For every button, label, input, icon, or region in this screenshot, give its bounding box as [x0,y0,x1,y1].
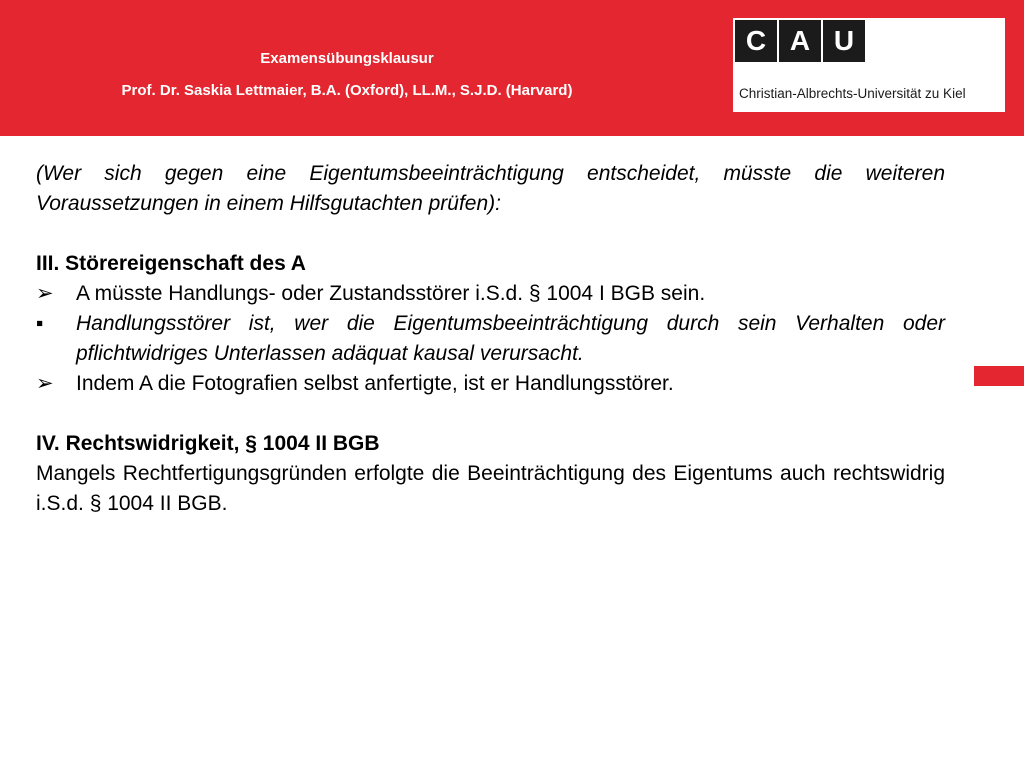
slide-edge-marker [974,366,1024,386]
logo-letter-a: A [779,20,821,62]
section-heading-3: III. Störereigenschaft des A [36,252,306,275]
university-logo [733,18,1005,112]
section-heading-4: IV. Rechtswidrigkeit, § 1004 II BGB [36,432,380,455]
slide-content [36,159,945,519]
exam-title: Examensübungsklausur [260,50,434,67]
university-name: Christian-Albrechts-Universität zu Kiel [739,86,966,101]
list-item-text: Indem A die Fotografien selbst anfertigte, ist er Handlungsstörer. [76,372,674,395]
square-bullet-icon: ▪ [36,312,44,335]
list-item [36,309,945,369]
section-4-paragraph: Mangels Rechtfertigungsgründen erfolgte die Beeinträchtigung des Eigentums auch rechtswidrig i.S.d. § 1004 II BGB. [36,462,945,515]
professor-name: Prof. Dr. Saskia Lettmaier, B.A. (Oxford), LL.M., S.J.D. (Harvard) [121,82,573,99]
list-item [36,279,945,309]
arrow-bullet-icon: ➢ [36,372,54,395]
header-banner [0,0,1024,136]
logo-letter-c: C [735,20,777,62]
list-item [36,369,945,399]
list-item-text: A müsste Handlungs- oder Zustandsstörer i.S.d. § 1004 I BGB sein. [76,282,706,305]
arrow-bullet-icon: ➢ [36,282,54,305]
list-item-text: Handlungsstörer ist, wer die Eigentumsbeeinträchtigung durch sein Verhalten oder pflichtwidriges Unterlassen adäquat kausal verursacht. [76,312,945,365]
logo-letter-u: U [823,20,865,62]
intro-paragraph: (Wer sich gegen eine Eigentumsbeeinträchtigung entscheidet, müsste die weiteren Voraussetzungen in einem Hilfsgutachten prüfen): [36,162,945,215]
